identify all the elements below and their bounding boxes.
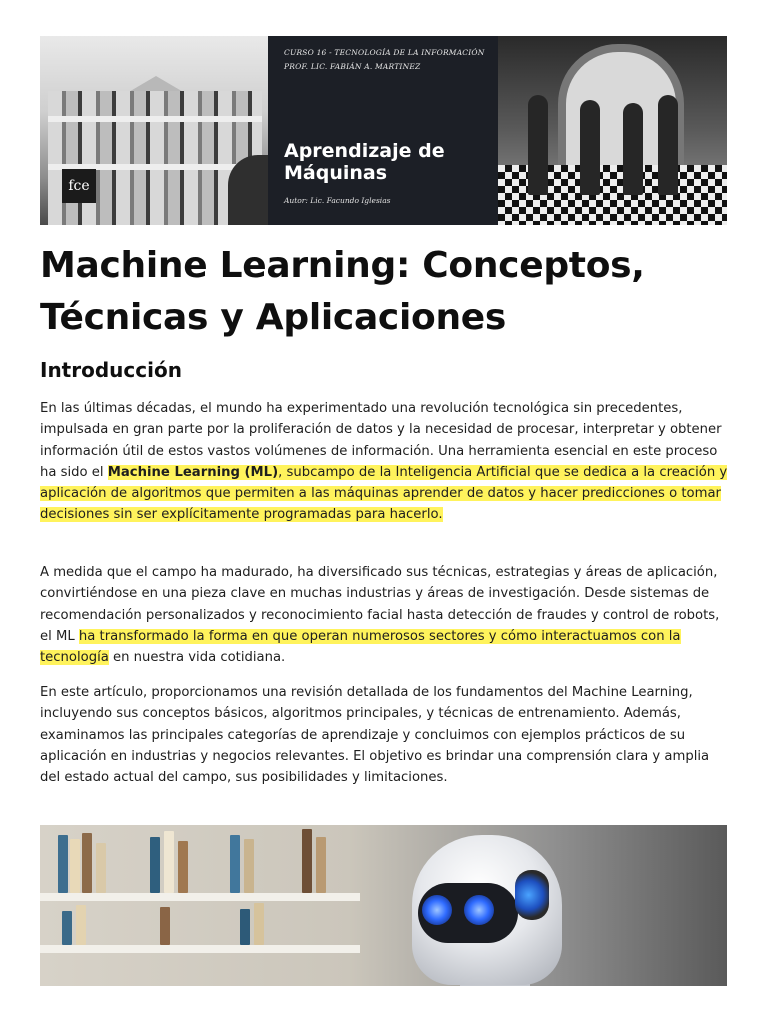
paragraph-3: En este artículo, proporcionamos una revisión detallada de los fundamentos del Machine Learning, incluyendo sus conceptos básicos, algoritmos principales, y técnicas de entrenamiento. Además, examinamos las principales categorías de aprendizaje y concluimos con ejemplos prácticos de su aplicación en industrias y negocios relevantes. El objetivo es brindar una comprensión clara y amplia del estado actual del campo, sus posibilidades y limitaciones. [40,685,710,786]
student-figure [528,95,548,195]
header-banner [40,36,727,225]
book [58,835,68,893]
course-label: CURSO 16 - TECNOLOGÍA DE LA INFORMACIÓN [284,48,485,57]
students-photo [498,36,727,225]
book [62,911,72,945]
book [82,833,92,893]
book [160,907,170,945]
robot-library-image [40,825,727,986]
robot-eye-icon [422,895,452,925]
tree-silhouette [228,155,268,225]
paragraph-1 [40,398,730,526]
book [244,839,254,893]
paragraph-2-tail: en nuestra vida cotidiana. [108,650,286,666]
section-heading-introduccion: Introducción [40,358,182,382]
banner-text-panel [268,36,498,225]
building-cornice [48,116,262,122]
student-figure [623,103,643,195]
highlight-impact: ha transformado la forma en que operan numerosos sectores y cómo interactuamos con la tecnología [40,628,681,666]
book [302,829,312,893]
building-photo [40,36,268,225]
highlight-bold-term: Machine Learning (ML) [107,464,279,480]
book [230,835,240,893]
book [76,905,86,945]
article-title: Machine Learning: Conceptos, Técnicas y Aplicaciones [40,245,645,338]
book [96,843,106,893]
highlight-definition: , subcampo de la Inteligencia Artificial que se dedica a la creación y aplicación de algoritmos que permiten a las máquinas aprender de datos y hacer predicciones o tomar decisiones sin ser explícitamente programadas para hacerlo. [40,464,728,523]
fce-logo: fce [62,169,96,203]
student-figure [658,95,678,195]
bookshelf-shelf [40,945,360,953]
robot-eye-icon [464,895,494,925]
robot-ear [515,870,549,920]
book [254,903,264,945]
student-figure [580,100,600,195]
paragraph-1-text: En las últimas décadas, el mundo ha experimentado una revolución tecnológica sin precedentes, impulsada en gran parte por la proliferación de datos y la necesidad de procesar, interpretar y obtener información útil de estos vastos volúmenes de información. Una herramienta esencial en este proceso ha sido el [40,401,722,480]
paragraph-2 [40,562,730,668]
book [150,837,160,893]
book [316,837,326,893]
book [70,839,80,893]
book [240,909,250,945]
banner-title: Aprendizaje de Máquinas [284,140,445,184]
paragraph-2-text: A medida que el campo ha madurado, ha diversificado sus técnicas, estrategias y áreas de aplicación, convirtiéndose en una pieza clave en muchas industrias y áreas de investigación. Desde sistemas de recomendación personalizados y reconocimiento facial hasta detección de fraudes y control de robots, el ML [40,565,720,644]
book [178,841,188,893]
professor-label: PROF. LIC. FABIÁN A. MARTINEZ [284,62,421,71]
book [164,831,174,893]
bookshelf-shelf [40,893,360,901]
banner-author: Autor: Lic. Facundo Iglesias [284,196,391,205]
